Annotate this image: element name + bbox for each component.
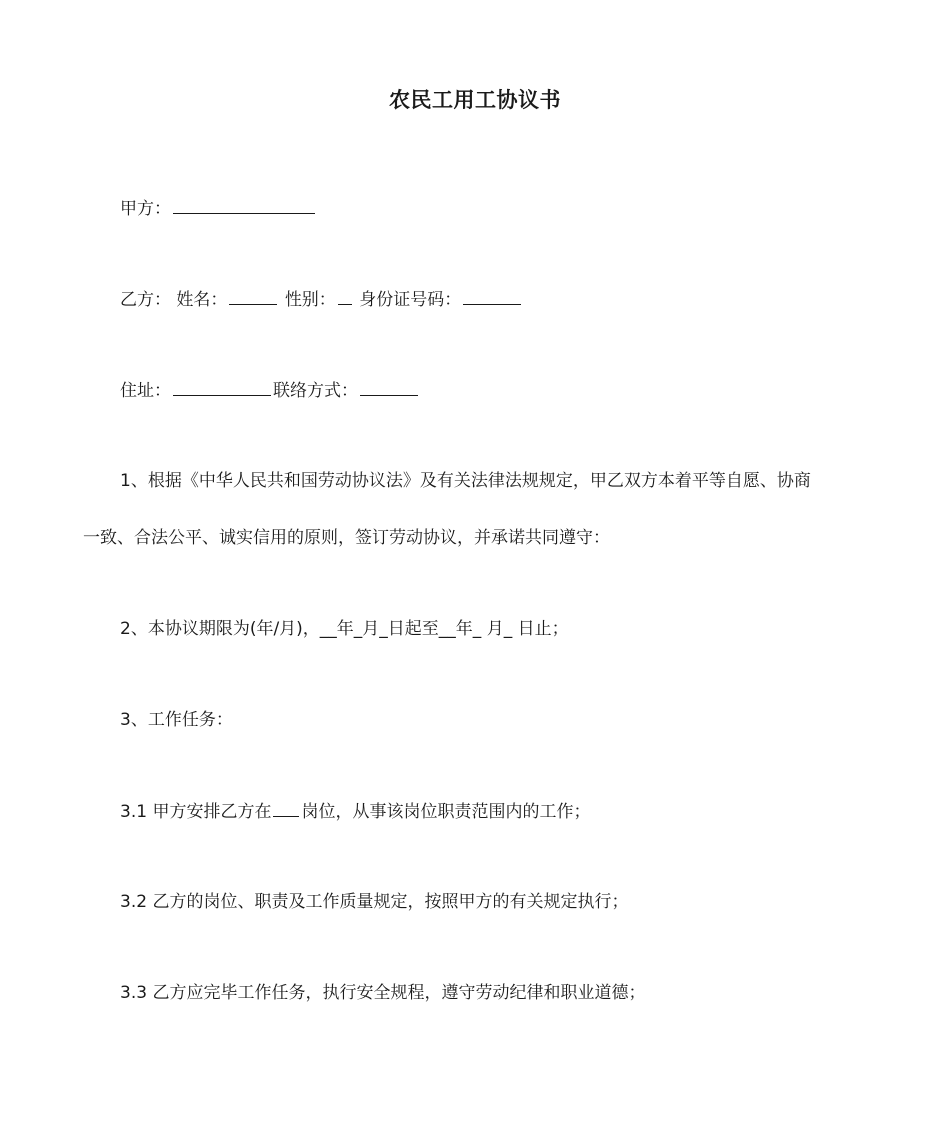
party-b-gender-label: 性别： [284,290,336,310]
address-label: 住址： [120,381,171,401]
party-a-line [120,196,317,221]
clause-3-3: 3.3 乙方应完毕工作任务，执行安全规程，遵守劳动纪律和职业道德； [120,983,646,1003]
address-line [120,378,420,403]
clause-3-2: 3.2 乙方的岗位、职责及工作质量规定，按照甲方的有关规定执行； [120,892,629,912]
contact-label: 联络方式： [273,381,358,401]
party-b-name-label: 姓名： [176,290,228,310]
clause-3-1-suffix: 岗位，从事该岗位职责范围内的工作； [301,802,591,822]
clause-2: 2、本协议期限为(年/月)，__年_月_日起至__年_ 月_ 日止； [120,619,569,639]
document-title: 农民工用工协议书 [389,88,561,112]
party-b-id-blank [463,287,521,305]
party-b-name-blank [229,287,277,305]
party-b-label: 乙方： [120,290,171,310]
clause-3: 3、工作任务： [120,710,233,730]
clause-3-1-prefix: 3.1 甲方安排乙方在 [120,802,272,822]
clause-3-1-blank [273,799,299,817]
party-b-gender-blank [338,287,352,305]
clause-1-line-1: 1、根据《中华人民共和国劳动协议法》及有关法律法规规定，甲乙双方本着平等自愿、协商 [120,471,811,491]
clause-1-line-2: 一致、合法公平、诚实信用的原则，签订劳动协议，并承诺共同遵守： [83,528,610,548]
party-b-line [120,287,523,312]
party-b-id-label: 身份证号码： [359,290,462,310]
party-a-label: 甲方： [120,199,171,219]
party-a-blank [173,196,315,214]
address-blank [173,378,271,396]
clause-3-1-line [120,799,590,824]
contact-blank [360,378,418,396]
